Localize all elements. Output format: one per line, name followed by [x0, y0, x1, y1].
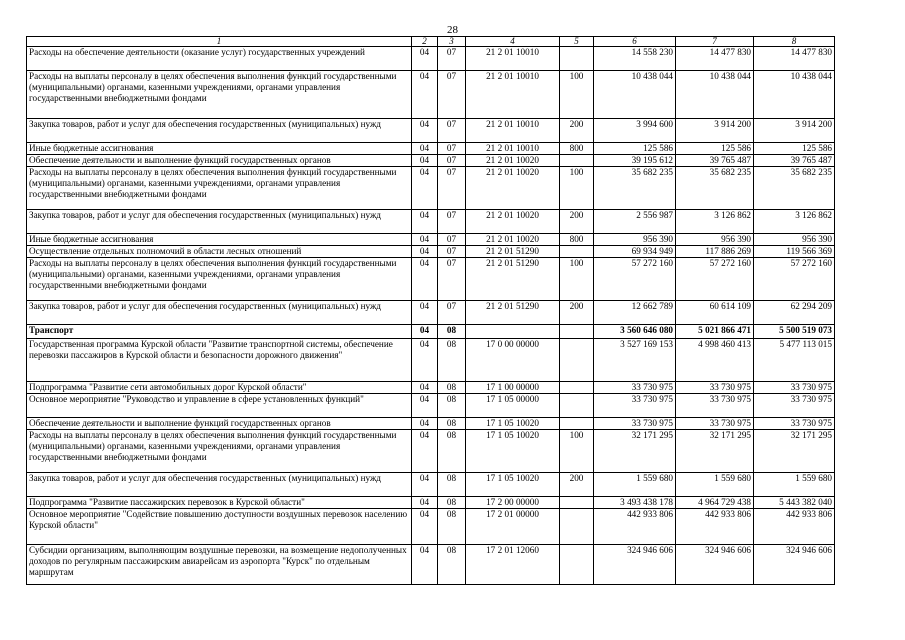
table-row — [27, 246, 835, 258]
cell-amount-year-2: 4 964 729 438 — [676, 497, 754, 509]
cell-name: Осуществление отдельных полномочий в области лесных отношений — [27, 246, 412, 258]
cell-name: Иные бюджетные ассигнования — [27, 234, 412, 246]
cell-amount-year-1: 10 438 044 — [594, 71, 676, 119]
cell-target-article: 21 2 01 10020 — [466, 234, 560, 246]
cell-amount-year-3: 5 443 382 040 — [754, 497, 835, 509]
cell-amount-year-1: 14 558 230 — [594, 47, 676, 71]
cell-section: 04 — [412, 382, 438, 394]
table-row — [27, 382, 835, 394]
cell-amount-year-1: 33 730 975 — [594, 394, 676, 418]
cell-amount-year-2: 5 021 866 471 — [676, 325, 754, 339]
cell-amount-year-2: 324 946 606 — [676, 545, 754, 585]
table-row — [27, 155, 835, 167]
cell-amount-year-1: 35 682 235 — [594, 167, 676, 210]
cell-amount-year-2: 32 171 295 — [676, 430, 754, 473]
cell-amount-year-3: 125 586 — [754, 143, 835, 155]
cell-subsection: 07 — [438, 234, 466, 246]
cell-amount-year-3: 1 559 680 — [754, 473, 835, 497]
cell-amount-year-1: 442 933 806 — [594, 509, 676, 545]
cell-amount-year-3: 5 500 519 073 — [754, 325, 835, 339]
table-row — [27, 47, 835, 71]
cell-subsection: 08 — [438, 418, 466, 430]
cell-name: Закупка товаров, работ и услуг для обеспечения государственных (муниципальных) нужд — [27, 473, 412, 497]
cell-expense-type: 800 — [560, 143, 594, 155]
cell-amount-year-3: 324 946 606 — [754, 545, 835, 585]
cell-subsection: 07 — [438, 258, 466, 301]
cell-subsection: 08 — [438, 430, 466, 473]
table-row — [27, 430, 835, 473]
cell-target-article: 21 2 01 10020 — [466, 210, 560, 234]
cell-amount-year-1: 32 171 295 — [594, 430, 676, 473]
table-row — [27, 394, 835, 418]
table-row — [27, 339, 835, 382]
cell-name: Основное мероприятие "Руководство и управление в сфере установленных функций" — [27, 394, 412, 418]
cell-target-article: 21 2 01 10020 — [466, 155, 560, 167]
cell-amount-year-2: 3 126 862 — [676, 210, 754, 234]
cell-amount-year-2: 33 730 975 — [676, 394, 754, 418]
cell-amount-year-2: 3 914 200 — [676, 119, 754, 143]
cell-section: 04 — [412, 258, 438, 301]
table-row — [27, 473, 835, 497]
cell-name: Расходы на выплаты персоналу в целях обеспечения выполнения функций государственными (муниципальными) органами, казенными учреждениями, органами управления государственными внебюджетными фондами — [27, 167, 412, 210]
cell-name: Обеспечение деятельности и выполнение функций государственных органов — [27, 155, 412, 167]
cell-expense-type — [560, 382, 594, 394]
cell-name: Расходы на обеспечение деятельности (оказание услуг) государственных учреждений — [27, 47, 412, 71]
cell-target-article: 17 1 05 10020 — [466, 430, 560, 473]
cell-target-article: 21 2 01 51290 — [466, 246, 560, 258]
cell-target-article: 21 2 01 10010 — [466, 47, 560, 71]
table-row — [27, 301, 835, 325]
cell-subsection: 08 — [438, 509, 466, 545]
cell-section: 04 — [412, 119, 438, 143]
cell-section: 04 — [412, 430, 438, 473]
cell-subsection: 07 — [438, 47, 466, 71]
cell-name: Основное мероприятие "Содействие повышению доступности воздушных перевозок населению Курской области" — [27, 509, 412, 545]
table-row — [27, 119, 835, 143]
cell-name: Закупка товаров, работ и услуг для обеспечения государственных (муниципальных) нужд — [27, 119, 412, 143]
cell-amount-year-3: 33 730 975 — [754, 382, 835, 394]
cell-amount-year-3: 3 126 862 — [754, 210, 835, 234]
cell-target-article: 21 2 01 51290 — [466, 258, 560, 301]
cell-subsection: 07 — [438, 246, 466, 258]
cell-target-article: 17 0 00 00000 — [466, 339, 560, 382]
cell-section: 04 — [412, 394, 438, 418]
cell-amount-year-3: 3 914 200 — [754, 119, 835, 143]
cell-target-article: 21 2 01 10010 — [466, 71, 560, 119]
cell-section: 04 — [412, 545, 438, 585]
cell-amount-year-3: 5 477 113 015 — [754, 339, 835, 382]
cell-expense-type — [560, 246, 594, 258]
cell-name: Субсидии организациям, выполняющим воздушные перевозки, на возмещение недополученных доходов по регулярным пассажирским авиарейсам из аэропорта "Курск" по отдельным маршрутам — [27, 545, 412, 585]
cell-subsection: 07 — [438, 210, 466, 234]
cell-amount-year-1: 33 730 975 — [594, 382, 676, 394]
cell-amount-year-2: 39 765 487 — [676, 155, 754, 167]
cell-name: Иные бюджетные ассигнования — [27, 143, 412, 155]
cell-section: 04 — [412, 71, 438, 119]
cell-amount-year-2: 10 438 044 — [676, 71, 754, 119]
cell-amount-year-1: 3 527 169 153 — [594, 339, 676, 382]
col-header-target-article: 4 — [466, 37, 560, 47]
table-row — [27, 143, 835, 155]
table-row — [27, 497, 835, 509]
cell-section: 04 — [412, 473, 438, 497]
col-header-expense-type: 5 — [560, 37, 594, 47]
cell-expense-type — [560, 545, 594, 585]
cell-expense-type — [560, 155, 594, 167]
cell-expense-type: 100 — [560, 258, 594, 301]
cell-section: 04 — [412, 47, 438, 71]
cell-target-article: 17 1 05 00000 — [466, 394, 560, 418]
cell-amount-year-2: 57 272 160 — [676, 258, 754, 301]
cell-amount-year-3: 32 171 295 — [754, 430, 835, 473]
cell-amount-year-1: 69 934 949 — [594, 246, 676, 258]
cell-amount-year-1: 3 493 438 178 — [594, 497, 676, 509]
table-row — [27, 325, 835, 339]
cell-subsection: 08 — [438, 473, 466, 497]
table-row — [27, 71, 835, 119]
col-header-name: 1 — [27, 37, 412, 47]
cell-subsection: 07 — [438, 71, 466, 119]
cell-expense-type: 200 — [560, 119, 594, 143]
table-row — [27, 234, 835, 246]
cell-amount-year-3: 442 933 806 — [754, 509, 835, 545]
cell-name: Подпрограмма "Развитие пассажирских перевозок в Курской области" — [27, 497, 412, 509]
cell-section: 04 — [412, 497, 438, 509]
col-header-year-3: 8 — [754, 37, 835, 47]
col-header-subsection: 3 — [438, 37, 466, 47]
cell-target-article: 17 2 01 12060 — [466, 545, 560, 585]
cell-amount-year-2: 117 886 269 — [676, 246, 754, 258]
column-number-row — [27, 37, 835, 47]
cell-amount-year-1: 956 390 — [594, 234, 676, 246]
cell-expense-type — [560, 509, 594, 545]
cell-name: Транспорт — [27, 325, 412, 339]
cell-target-article: 21 2 01 51290 — [466, 301, 560, 325]
cell-subsection: 07 — [438, 155, 466, 167]
cell-amount-year-3: 62 294 209 — [754, 301, 835, 325]
cell-amount-year-1: 324 946 606 — [594, 545, 676, 585]
cell-subsection: 08 — [438, 545, 466, 585]
cell-amount-year-3: 10 438 044 — [754, 71, 835, 119]
cell-subsection: 07 — [438, 301, 466, 325]
cell-amount-year-3: 33 730 975 — [754, 394, 835, 418]
cell-name: Закупка товаров, работ и услуг для обеспечения государственных (муниципальных) нужд — [27, 301, 412, 325]
cell-section: 04 — [412, 301, 438, 325]
cell-section: 04 — [412, 509, 438, 545]
cell-expense-type: 100 — [560, 71, 594, 119]
cell-section: 04 — [412, 167, 438, 210]
cell-subsection: 08 — [438, 382, 466, 394]
cell-subsection: 07 — [438, 167, 466, 210]
cell-section: 04 — [412, 339, 438, 382]
cell-amount-year-3: 119 566 369 — [754, 246, 835, 258]
cell-amount-year-2: 14 477 830 — [676, 47, 754, 71]
cell-target-article: 21 2 01 10010 — [466, 119, 560, 143]
cell-amount-year-1: 125 586 — [594, 143, 676, 155]
cell-expense-type: 100 — [560, 167, 594, 210]
table-row — [27, 210, 835, 234]
cell-amount-year-3: 14 477 830 — [754, 47, 835, 71]
cell-amount-year-3: 33 730 975 — [754, 418, 835, 430]
cell-expense-type: 200 — [560, 301, 594, 325]
cell-target-article: 17 1 00 00000 — [466, 382, 560, 394]
page-number: 28 — [447, 24, 458, 36]
cell-target-article: 17 1 05 10020 — [466, 473, 560, 497]
cell-name: Расходы на выплаты персоналу в целях обеспечения выполнения функций государственными (муниципальными) органами, казенными учреждениями, органами управления государственными внебюджетными фондами — [27, 430, 412, 473]
cell-expense-type — [560, 325, 594, 339]
cell-expense-type: 200 — [560, 210, 594, 234]
cell-amount-year-3: 35 682 235 — [754, 167, 835, 210]
cell-amount-year-1: 12 662 789 — [594, 301, 676, 325]
cell-target-article: 17 1 05 10020 — [466, 418, 560, 430]
cell-amount-year-1: 57 272 160 — [594, 258, 676, 301]
cell-amount-year-1: 1 559 680 — [594, 473, 676, 497]
cell-subsection: 08 — [438, 497, 466, 509]
cell-amount-year-3: 39 765 487 — [754, 155, 835, 167]
cell-amount-year-1: 39 195 612 — [594, 155, 676, 167]
cell-section: 04 — [412, 155, 438, 167]
cell-name: Расходы на выплаты персоналу в целях обеспечения выполнения функций государственными (муниципальными) органами, казенными учреждениями, органами управления государственными внебюджетными фондами — [27, 71, 412, 119]
cell-name: Подпрограмма "Развитие сети автомобильных дорог Курской области" — [27, 382, 412, 394]
col-header-section: 2 — [412, 37, 438, 47]
cell-section: 04 — [412, 143, 438, 155]
cell-target-article: 17 2 01 00000 — [466, 509, 560, 545]
cell-expense-type — [560, 394, 594, 418]
cell-subsection: 08 — [438, 394, 466, 418]
table-row — [27, 418, 835, 430]
cell-amount-year-1: 2 556 987 — [594, 210, 676, 234]
cell-section: 04 — [412, 246, 438, 258]
cell-section: 04 — [412, 325, 438, 339]
cell-expense-type — [560, 339, 594, 382]
col-header-year-1: 6 — [594, 37, 676, 47]
cell-amount-year-1: 3 994 600 — [594, 119, 676, 143]
cell-amount-year-2: 33 730 975 — [676, 418, 754, 430]
cell-amount-year-2: 35 682 235 — [676, 167, 754, 210]
cell-amount-year-1: 3 560 646 080 — [594, 325, 676, 339]
cell-expense-type — [560, 497, 594, 509]
table-row — [27, 509, 835, 545]
budget-table — [26, 36, 835, 585]
cell-target-article — [466, 325, 560, 339]
table-row — [27, 258, 835, 301]
cell-expense-type: 800 — [560, 234, 594, 246]
cell-name: Государственная программа Курской области "Развитие транспортной системы, обеспечение перевозки пассажиров в Курской области и безопасности дорожного движения" — [27, 339, 412, 382]
cell-amount-year-2: 33 730 975 — [676, 382, 754, 394]
cell-expense-type — [560, 418, 594, 430]
cell-amount-year-2: 956 390 — [676, 234, 754, 246]
cell-amount-year-3: 57 272 160 — [754, 258, 835, 301]
cell-expense-type — [560, 47, 594, 71]
cell-subsection: 08 — [438, 339, 466, 382]
cell-amount-year-3: 956 390 — [754, 234, 835, 246]
cell-amount-year-2: 1 559 680 — [676, 473, 754, 497]
cell-amount-year-2: 4 998 460 413 — [676, 339, 754, 382]
cell-amount-year-1: 33 730 975 — [594, 418, 676, 430]
cell-section: 04 — [412, 234, 438, 246]
cell-expense-type: 200 — [560, 473, 594, 497]
cell-name: Обеспечение деятельности и выполнение функций государственных органов — [27, 418, 412, 430]
cell-amount-year-2: 60 614 109 — [676, 301, 754, 325]
cell-target-article: 21 2 01 10010 — [466, 143, 560, 155]
col-header-year-2: 7 — [676, 37, 754, 47]
cell-name: Закупка товаров, работ и услуг для обеспечения государственных (муниципальных) нужд — [27, 210, 412, 234]
cell-name: Расходы на выплаты персоналу в целях обеспечения выполнения функций государственными (муниципальными) органами, казенными учреждениями, органами управления государственными внебюджетными фондами — [27, 258, 412, 301]
cell-subsection: 07 — [438, 143, 466, 155]
table-row — [27, 167, 835, 210]
table-row — [27, 545, 835, 585]
cell-amount-year-2: 442 933 806 — [676, 509, 754, 545]
cell-target-article: 21 2 01 10020 — [466, 167, 560, 210]
cell-section: 04 — [412, 210, 438, 234]
cell-section: 04 — [412, 418, 438, 430]
cell-amount-year-2: 125 586 — [676, 143, 754, 155]
cell-target-article: 17 2 00 00000 — [466, 497, 560, 509]
cell-expense-type: 100 — [560, 430, 594, 473]
cell-subsection: 07 — [438, 119, 466, 143]
cell-subsection: 08 — [438, 325, 466, 339]
